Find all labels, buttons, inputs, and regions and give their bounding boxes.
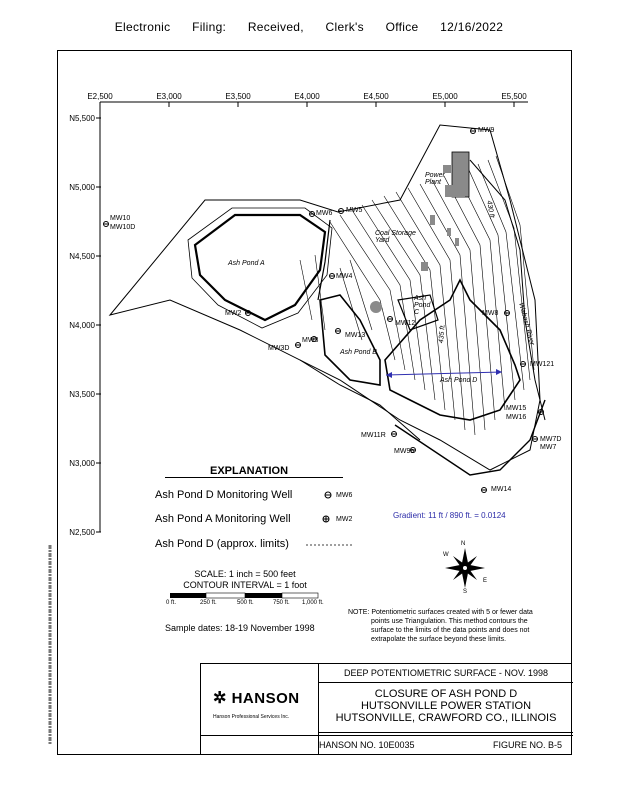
triangulation-note xyxy=(348,608,563,644)
north-arrow-n: N xyxy=(461,541,466,547)
legend-pond-limits-label: Ash Pond D (approx. limits) xyxy=(155,538,289,550)
title-line-1: CLOSURE OF ASH POND D xyxy=(374,688,518,700)
ash-pond-a-outline xyxy=(195,215,325,320)
east-tick-label: E2,500 xyxy=(87,92,113,101)
header-clerks: Clerk's xyxy=(325,20,364,34)
scale-tick-labels xyxy=(160,600,330,610)
scale-bar xyxy=(170,593,318,598)
wabash-river-bank xyxy=(470,160,545,420)
title-block xyxy=(200,663,572,755)
north-arrow xyxy=(445,548,488,588)
gradient-arrow xyxy=(386,372,502,375)
header-electronic: Electronic xyxy=(114,20,171,34)
legend-pond-d-well-label: Ash Pond D Monitoring Well xyxy=(155,489,293,501)
note-line: NOTE: Potentiometric surfaces created with 5 or fewer data xyxy=(348,609,533,616)
hanson-job-number: HANSON NO. 10E0035 xyxy=(319,740,415,750)
well-label: MW3 xyxy=(302,337,319,344)
scale-tick: 500 ft. xyxy=(237,600,254,606)
well-label: MW4 xyxy=(336,273,353,280)
well-label: MW121 xyxy=(530,361,555,368)
title-subtitle: DEEP POTENTIOMETRIC SURFACE - NOV. 1998 xyxy=(319,664,573,683)
explanation-title: EXPLANATION xyxy=(210,465,289,477)
legend-pond-a-well-symbol-label: MW2 xyxy=(336,516,353,523)
well-label: MW13 xyxy=(345,332,366,339)
gradient-label: Gradient: 11 ft / 890 ft. = 0.0124 xyxy=(393,511,506,520)
well-label: MW9b xyxy=(394,448,415,455)
north-tick-label: N4,000 xyxy=(69,321,95,330)
label-ash-pond-b: Ash Pond B xyxy=(340,349,377,356)
title-line-2: HUTSONVILLE POWER STATION xyxy=(360,700,532,712)
scale-tick: 750 ft. xyxy=(273,600,290,606)
north-arrow-s: S xyxy=(463,589,468,595)
north-tick-label: N3,500 xyxy=(69,390,95,399)
well-label: MW12 xyxy=(395,320,416,327)
east-tick-label: E3,000 xyxy=(156,92,182,101)
sample-dates: Sample dates: 18-19 November 1998 xyxy=(165,623,315,633)
north-tick-label: N5,500 xyxy=(69,114,95,123)
well-label: MW5 xyxy=(346,207,363,214)
note-line: extrapolate the surface beyond these limits. xyxy=(371,636,507,643)
title-main xyxy=(319,683,573,733)
header-received: Received, xyxy=(247,20,304,34)
header-office: Office xyxy=(385,20,419,34)
east-tick-label: E4,000 xyxy=(294,92,320,101)
east-tick-label: E5,000 xyxy=(432,92,458,101)
contour-interval-label: CONTOUR INTERVAL = 1 foot xyxy=(183,580,307,590)
well-label: MW6 xyxy=(316,210,333,217)
well-label: MW7 xyxy=(540,444,557,451)
east-tick-label: E5,500 xyxy=(501,92,527,101)
label-ash-pond-a: Ash Pond A xyxy=(228,260,265,267)
scale-tick: 1,000 ft. xyxy=(302,600,324,606)
well-label: MW10D xyxy=(110,224,136,231)
north-arrow-w: W xyxy=(443,552,449,558)
north-tick-label: N5,000 xyxy=(69,183,95,192)
north-tick-label: N2,500 xyxy=(69,528,95,537)
title-line-3: HUTSONVILLE, CRAWFORD CO., ILLINOIS xyxy=(335,712,557,724)
label-wabash-river: Wabash River xyxy=(517,302,536,347)
label-contour-430: 430 ft. xyxy=(485,200,496,221)
figure-number: FIGURE NO. B-5 xyxy=(493,740,563,750)
well-label: MW11R xyxy=(361,432,386,439)
well-label: MW16 xyxy=(506,414,527,421)
label-contour-435: 435 ft. xyxy=(438,323,447,344)
well-label: MW14 xyxy=(491,486,512,493)
legend-pond-a-well-label: Ash Pond A Monitoring Well xyxy=(155,513,291,525)
label-power-plant: Power Plant xyxy=(425,172,445,186)
company-name: HANSON xyxy=(231,690,300,707)
vertical-file-path xyxy=(40,545,60,745)
scale-tick: 250 ft. xyxy=(200,600,217,606)
scale-tick: 0 ft. xyxy=(166,600,177,606)
well-label: MW9 xyxy=(478,127,495,134)
well-label: MW8 xyxy=(482,310,499,317)
label-coal-storage: Coal Storage Yard xyxy=(375,230,416,244)
company-subtitle: Hanson Professional Services Inc. xyxy=(213,714,290,720)
north-arrow-e: E xyxy=(483,578,488,584)
well-label: MW2 xyxy=(225,310,242,317)
tank xyxy=(370,301,382,313)
note-line: points use Triangulation. This method contours the xyxy=(371,618,528,625)
company-logo xyxy=(213,688,300,708)
header-date: 12/16/2022 xyxy=(440,20,504,34)
well-label: MW15 xyxy=(506,405,527,412)
scale-label: SCALE: 1 inch = 500 feet xyxy=(194,569,296,579)
east-tick-label: E3,500 xyxy=(225,92,251,101)
explanation-underline xyxy=(165,477,343,478)
north-tick-label: N4,500 xyxy=(69,252,95,261)
well-label: MW7D xyxy=(540,436,562,443)
logo-mark-icon: ✲ xyxy=(213,690,227,707)
header-filing: Filing: xyxy=(192,20,227,34)
label-ash-pond-d: Ash Pond D xyxy=(440,377,478,384)
well-label: MW10 xyxy=(110,215,131,222)
north-tick-label: N3,000 xyxy=(69,459,95,468)
well-label: MW3D xyxy=(268,345,290,352)
label-ash-pond-c: Ash Pond C xyxy=(414,295,431,316)
legend-pond-d-well-symbol-label: MW6 xyxy=(336,492,353,499)
east-tick-label: E4,500 xyxy=(363,92,389,101)
note-line: surface to the limits of the data points and does not xyxy=(371,627,530,634)
